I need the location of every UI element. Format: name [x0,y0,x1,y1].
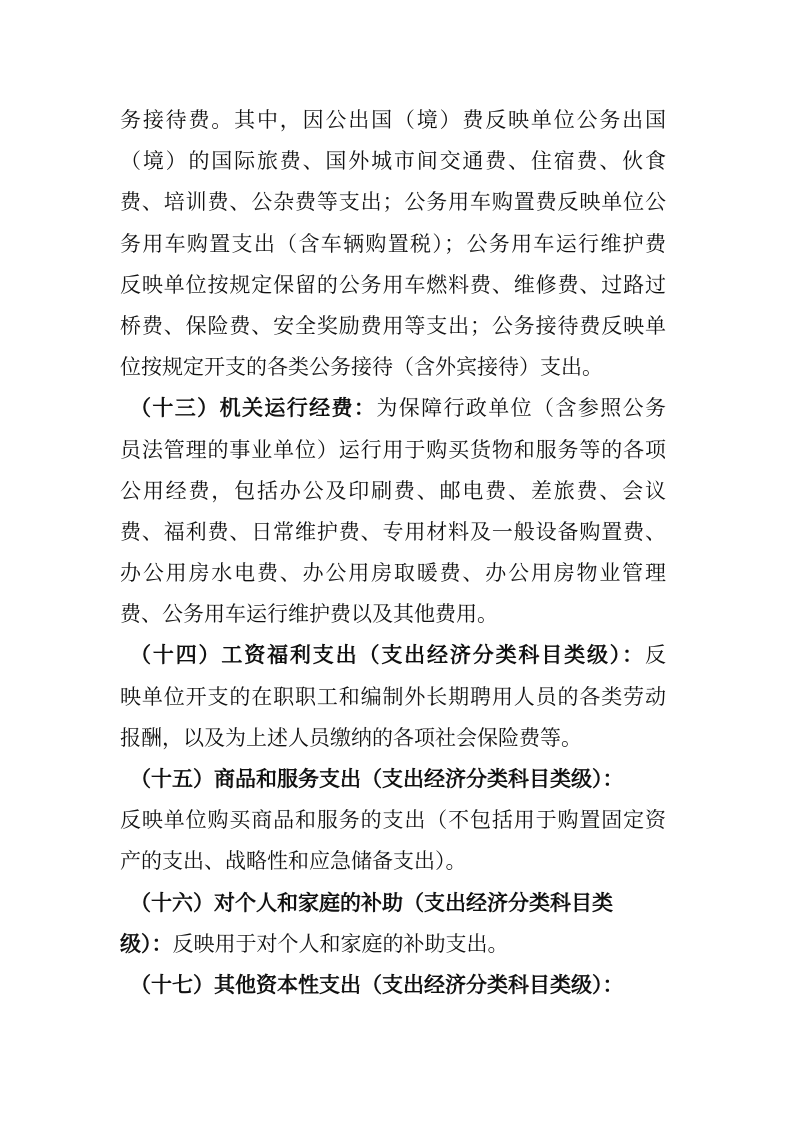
section-17-heading-line [120,965,666,1006]
text-line-21 [120,924,666,965]
line-text: 员法管理的事业单位）运行用于购买货物和服务等的各项 [120,437,666,462]
text-line-16 [120,718,666,759]
text-line-6 [120,306,666,347]
text-line-12 [120,553,666,594]
text-line-10 [120,471,666,512]
section-16-heading-line [120,883,666,924]
text-line-9 [120,430,666,471]
text-line-2 [120,141,666,182]
text-line-11 [120,512,666,553]
body-text [120,100,666,1006]
text-line-1 [120,100,666,141]
section-heading: （十四）工资福利支出（支出经济分类科目类级）： [130,643,645,668]
line-text: 务接待费。其中，因公出国（境）费反映单位公务出国 [120,108,666,132]
section-heading: （十六）对个人和家庭的补助（支出经济分类科目类 [130,890,613,915]
section-heading: （十三）机关运行经费： [130,396,377,421]
section-14-heading-line [120,635,666,676]
line-text: 费、培训费、公杂费等支出；公务用车购置费反映单位公 [120,190,666,215]
line-text: （境）的国际旅费、国外城市间交通费、住宿费、伙食 [120,149,666,174]
text-line-5 [120,265,666,306]
line-text: 公用经费，包括办公及印刷费、邮电费、差旅费、会议 [120,478,666,503]
line-text: 反映单位按规定保留的公务用车燃料费、维修费、过路过 [120,272,666,297]
line-text: 桥费、保险费、安全奖励费用等支出；公务接待费反映单 [120,313,666,338]
line-text: 映单位开支的在职职工和编制外长期聘用人员的各类劳动 [120,684,666,709]
section-13-heading-line [120,388,666,429]
text-line-4 [120,224,666,265]
line-text: 反映单位购买商品和服务的支出（不包括用于购置固定资 [120,808,666,833]
section-heading: 级）： [120,931,173,956]
line-text: 反 [645,643,666,668]
line-text: 反映用于对个人和家庭的补助支出。 [172,931,509,956]
text-line-3 [120,182,666,223]
line-text: 位按规定开支的各类公务接待（含外宾接待）支出。 [120,355,603,380]
line-text: 产的支出、战略性和应急储备支出）。 [120,849,467,874]
section-15-heading-line [120,759,666,800]
text-line-7 [120,347,666,388]
text-line-15 [120,677,666,718]
text-line-18 [120,800,666,841]
section-heading: （十五）商品和服务支出（支出经济分类科目类级）： [130,767,624,791]
line-text: 为保障行政单位（含参照公务 [376,396,667,421]
line-text: 费、福利费、日常维护费、专用材料及一般设备购置费、 [120,519,666,544]
line-text: 费、公务用车运行维护费以及其他费用。 [120,602,498,627]
line-text: 务用车购置支出（含车辆购置税）；公务用车运行维护费 [120,231,666,256]
line-text: 办公用房水电费、办公用房取暖费、办公用房物业管理 [120,561,666,586]
line-text: 报酬，以及为上述人员缴纳的各项社会保险费等。 [120,725,582,750]
text-line-13 [120,594,666,635]
section-heading: （十七）其他资本性支出（支出经济分类科目类级）： [130,972,624,997]
text-line-19 [120,841,666,882]
